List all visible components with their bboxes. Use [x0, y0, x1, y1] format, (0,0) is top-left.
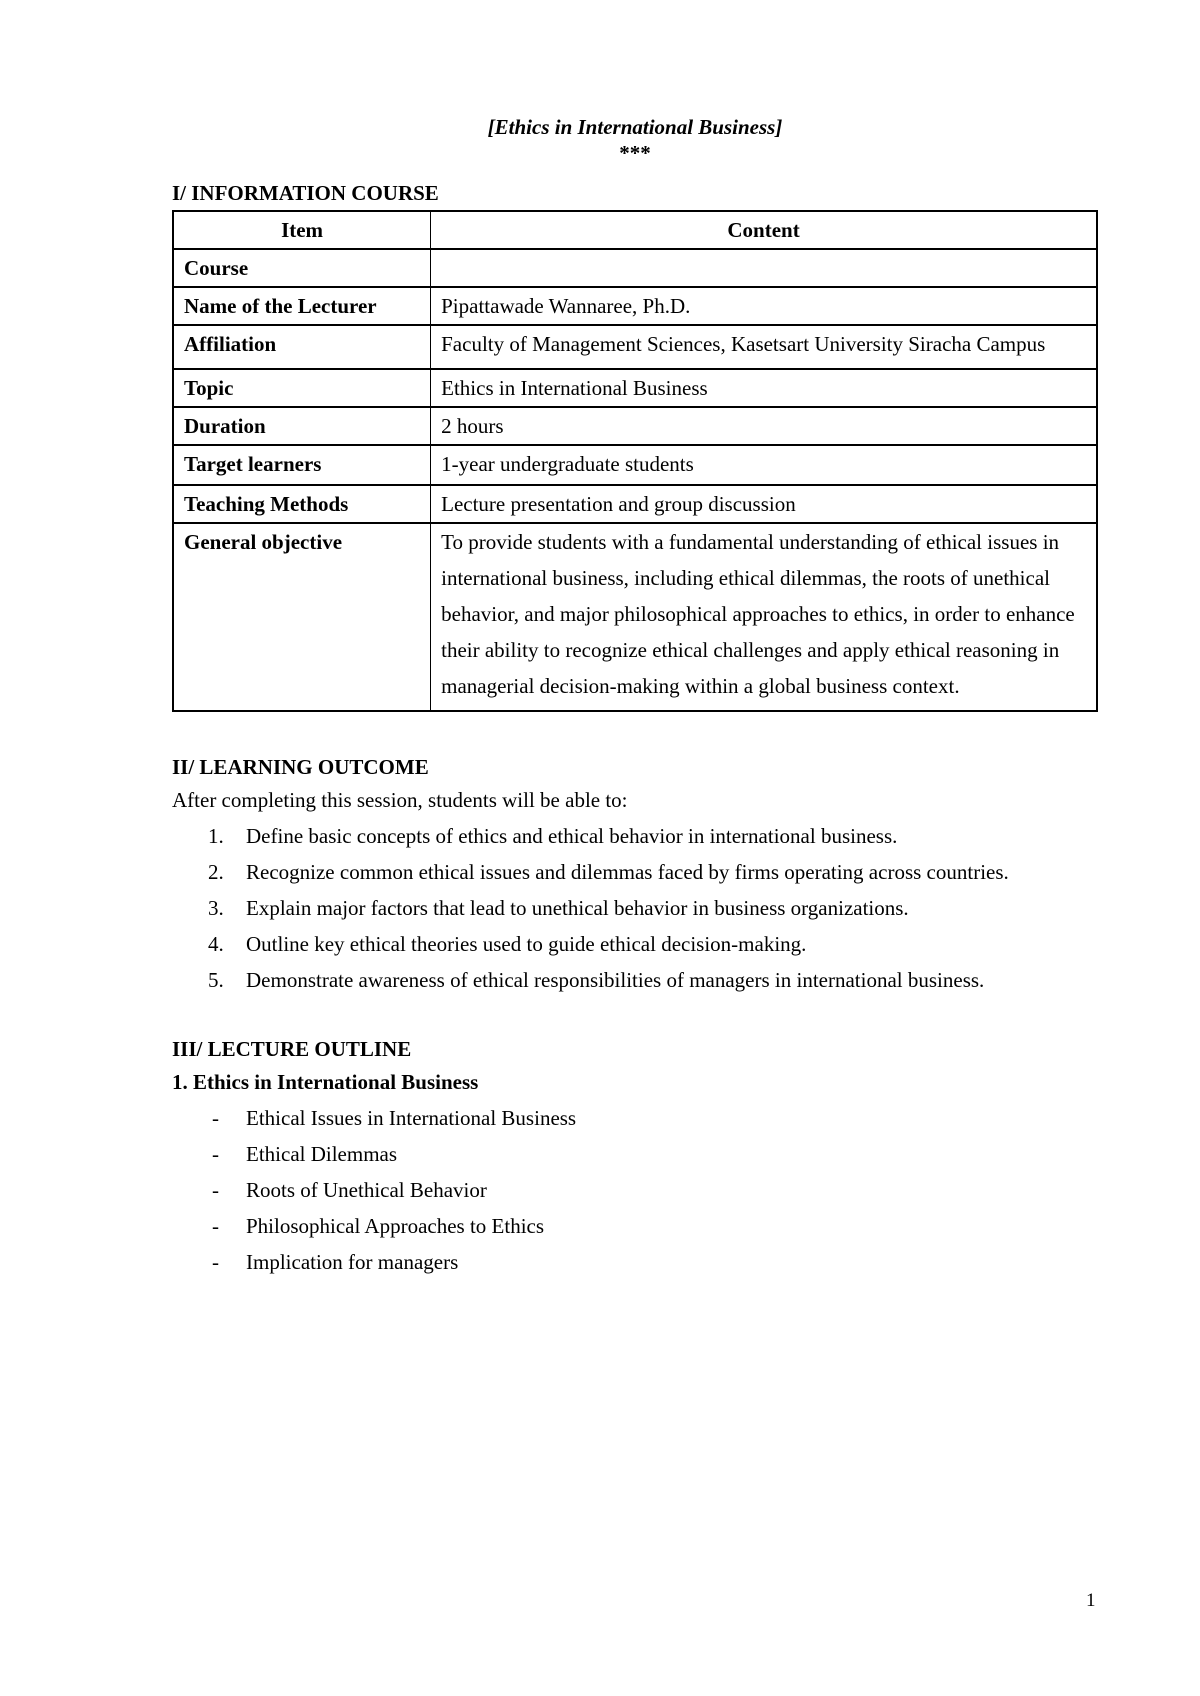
- table-header-row: [173, 211, 1097, 249]
- list-item-text: Outline key ethical theories used to guide ethical decision-making.: [246, 932, 807, 956]
- list-item-text: Ethical Issues in International Business: [246, 1106, 577, 1130]
- list-item: [172, 818, 1098, 854]
- list-item: [172, 1100, 1098, 1136]
- row-value-topic: Ethics in International Business: [431, 369, 1097, 407]
- list-item-number: 3.: [208, 896, 224, 920]
- bullet-dash: -: [212, 1142, 219, 1166]
- section-heading-lecture-outline: III/ LECTURE OUTLINE: [172, 1037, 412, 1061]
- table-row: [173, 523, 1097, 711]
- outline-subheading: 1. Ethics in International Business: [172, 1070, 479, 1094]
- bullet-dash: -: [212, 1214, 219, 1238]
- list-item: [172, 926, 1098, 962]
- lecture-outline-section: [172, 1034, 1098, 1280]
- row-label-course: Course: [173, 249, 431, 287]
- table-row: [173, 325, 1097, 369]
- list-item-number: 1.: [208, 824, 224, 848]
- learning-outcome-intro: After completing this session, students will be able to:: [172, 788, 628, 812]
- row-value-duration: 2 hours: [431, 407, 1097, 445]
- learning-outcome-list: [172, 818, 1098, 998]
- row-value-general-objective: To provide students with a fundamental understanding of ethical issues in international business, including ethical dilemmas, the roots of unethical behavior, and major philosophical approaches to ethics, in order to enhance their ability to recognize ethical challenges and apply ethical reasoning in managerial decision-making within a global business context.: [431, 523, 1097, 711]
- list-item-text: Define basic concepts of ethics and ethical behavior in international business.: [246, 824, 898, 848]
- row-label-lecturer: Name of the Lecturer: [173, 287, 431, 325]
- table-row: [173, 485, 1097, 523]
- row-label-duration: Duration: [173, 407, 431, 445]
- table-row: [173, 407, 1097, 445]
- table-row: [173, 445, 1097, 485]
- list-item: [172, 890, 1098, 926]
- section-heading-learning-outcome: II/ LEARNING OUTCOME: [172, 755, 429, 779]
- column-header-content: Content: [431, 211, 1097, 249]
- list-item-number: 5.: [208, 968, 224, 992]
- list-item-text: Ethical Dilemmas: [246, 1142, 398, 1166]
- row-label-target-learners: Target learners: [173, 445, 431, 485]
- list-item: [172, 1136, 1098, 1172]
- list-item-text: Implication for managers: [246, 1250, 459, 1274]
- learning-outcome-section: [172, 752, 1098, 998]
- table-row: [173, 369, 1097, 407]
- page-number: 1: [1086, 1590, 1096, 1611]
- row-value-course: [431, 249, 1097, 287]
- row-label-general-objective: General objective: [173, 523, 431, 711]
- outline-bullet-list: [172, 1100, 1098, 1280]
- bullet-dash: -: [212, 1250, 219, 1274]
- bullet-dash: -: [212, 1106, 219, 1130]
- list-item: [172, 1244, 1098, 1280]
- table-row: [173, 249, 1097, 287]
- course-information-table: [172, 210, 1098, 712]
- row-value-lecturer: Pipattawade Wannaree, Ph.D.: [431, 287, 1097, 325]
- list-item-number: 4.: [208, 932, 224, 956]
- list-item-number: 2.: [208, 860, 224, 884]
- list-item: [172, 1172, 1098, 1208]
- list-item: [172, 854, 1098, 890]
- row-value-teaching-methods: Lecture presentation and group discussion: [431, 485, 1097, 523]
- list-item-text: Roots of Unethical Behavior: [246, 1178, 487, 1202]
- list-item-text: Explain major factors that lead to unethical behavior in business organizations.: [246, 896, 909, 920]
- row-label-topic: Topic: [173, 369, 431, 407]
- list-item-text: Demonstrate awareness of ethical responsibilities of managers in international business.: [246, 968, 985, 992]
- list-item: [172, 1208, 1098, 1244]
- row-value-target-learners: 1-year undergraduate students: [431, 445, 1097, 485]
- list-item-text: Recognize common ethical issues and dilemmas faced by firms operating across countries.: [246, 860, 1009, 884]
- row-value-affiliation: Faculty of Management Sciences, Kasetsart University Siracha Campus: [431, 325, 1097, 369]
- section-heading-information-course: I/ INFORMATION COURSE: [172, 181, 439, 205]
- column-header-item: Item: [173, 211, 431, 249]
- list-item: [172, 962, 1098, 998]
- table-row: [173, 287, 1097, 325]
- title-separator: ***: [619, 141, 651, 165]
- document-title: [Ethics in International Business]: [487, 115, 783, 139]
- bullet-dash: -: [212, 1178, 219, 1202]
- list-item-text: Philosophical Approaches to Ethics: [246, 1214, 545, 1238]
- row-label-teaching-methods: Teaching Methods: [173, 485, 431, 523]
- document-page: [172, 112, 1098, 1280]
- row-label-affiliation: Affiliation: [173, 325, 431, 369]
